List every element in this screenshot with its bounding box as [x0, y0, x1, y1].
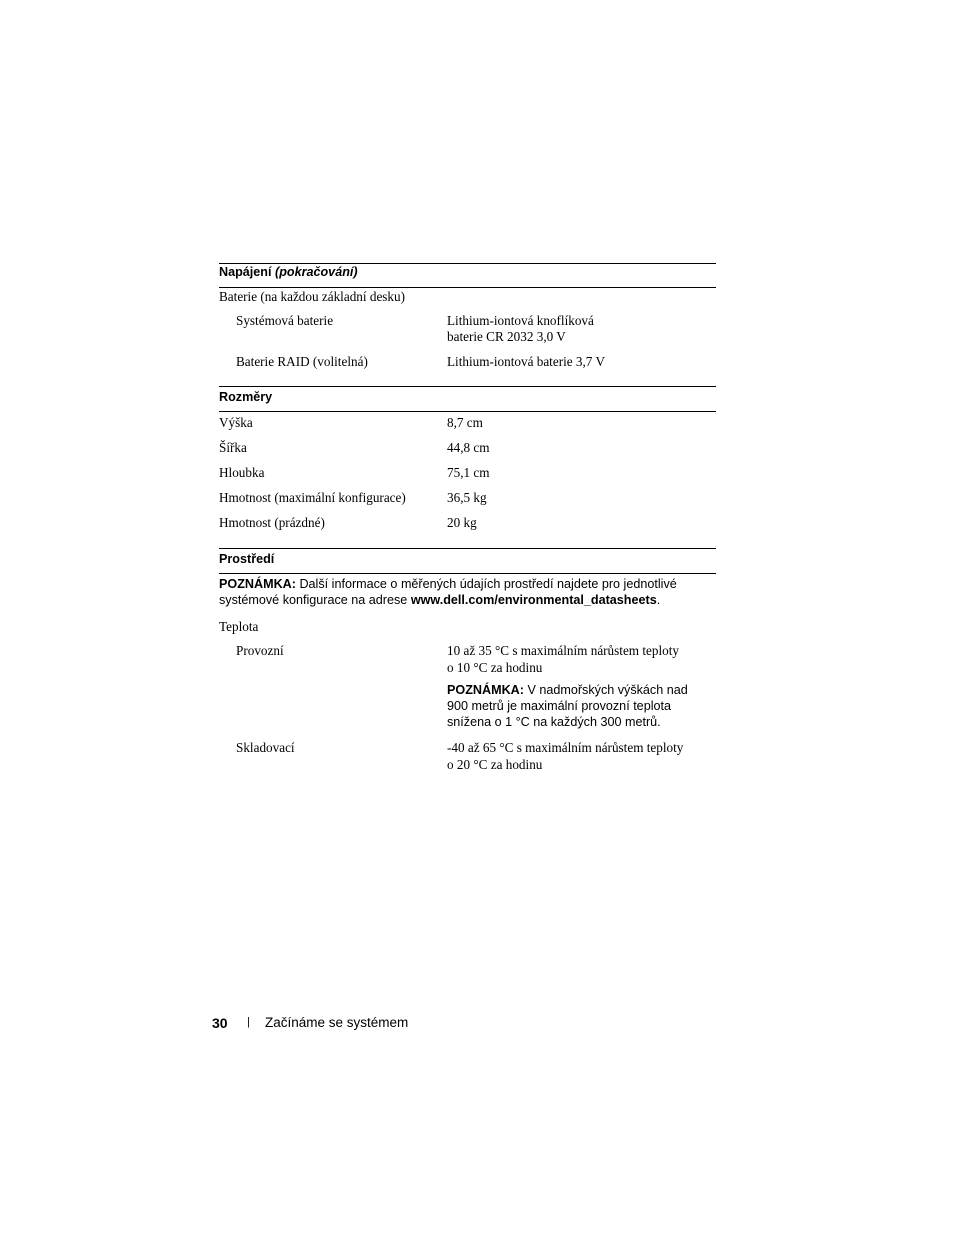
system-battery-value-line1: Lithium-iontová knoflíková — [447, 313, 594, 328]
dimensions-top-rule — [219, 386, 716, 387]
environment-heading: Prostředí — [219, 552, 275, 566]
battery-group-label: Baterie (na každou základní desku) — [219, 289, 406, 304]
dimension-row-value: 44,8 cm — [447, 440, 490, 455]
note-end: . — [656, 593, 661, 607]
operating-note-label: POZNÁMKA: — [447, 683, 524, 697]
note-text: systémové konfigurace na adrese — [219, 593, 411, 607]
footer-title: Začínáme se systémem — [265, 1015, 409, 1030]
raid-battery-label: Baterie RAID (volitelná) — [236, 354, 368, 369]
dimensions-heading: Rozměry — [219, 390, 273, 404]
page-number: 30 — [212, 1015, 228, 1031]
storage-value-line2: o 20 °C za hodinu — [447, 757, 543, 772]
temperature-label: Teplota — [219, 619, 259, 634]
raid-battery-value: Lithium-iontová baterie 3,7 V — [447, 354, 605, 369]
storage-value-line1: -40 až 65 °C s maximálním nárůstem teploty — [447, 740, 684, 755]
note-text: Další informace o měřených údajích prostředí najdete pro jednotlivé — [295, 577, 677, 591]
dimension-row-label: Hmotnost (maximální konfigurace) — [219, 490, 406, 505]
storage-label: Skladovací — [236, 740, 295, 755]
dimension-row-label: Šířka — [219, 440, 247, 455]
environment-top-rule — [219, 548, 716, 549]
operating-value-line1: 10 až 35 °C s maximálním nárůstem teploty — [447, 643, 679, 658]
note-label: POZNÁMKA: — [219, 577, 296, 591]
system-battery-label: Systémová baterie — [236, 313, 334, 328]
operating-note-line1 — [447, 682, 688, 699]
environmental-datasheets-url[interactable]: www.dell.com/environmental_datasheets — [410, 593, 657, 607]
system-battery-value-line2: baterie CR 2032 3,0 V — [447, 329, 566, 344]
dimension-row-label: Hmotnost (prázdné) — [219, 515, 325, 530]
power-heading-continued: (pokračování) — [275, 265, 358, 279]
operating-note-line3: snížena o 1 °C na každých 300 metrů. — [447, 715, 661, 729]
power-heading-text: Napájení — [219, 265, 272, 279]
operating-note-line2: 900 metrů je maximální provozní teplota — [447, 699, 672, 713]
dimension-row-value: 20 kg — [447, 515, 477, 530]
dimension-row-value: 75,1 cm — [447, 465, 490, 480]
dimensions-heading-rule — [219, 411, 716, 412]
environment-note-line1 — [219, 576, 677, 593]
operating-value-line2: o 10 °C za hodinu — [447, 660, 543, 675]
dimension-row-label: Výška — [219, 415, 253, 430]
operating-note-text: V nadmořských výškách nad — [523, 683, 688, 697]
environment-note-line2 — [219, 592, 660, 609]
dimension-row-value: 8,7 cm — [447, 415, 483, 430]
dimension-row-value: 36,5 kg — [447, 490, 487, 505]
dimension-row-label: Hloubka — [219, 465, 265, 480]
power-heading — [219, 264, 358, 281]
environment-heading-rule — [219, 573, 716, 574]
operating-label: Provozní — [236, 643, 284, 658]
footer-separator: | — [247, 1016, 250, 1028]
